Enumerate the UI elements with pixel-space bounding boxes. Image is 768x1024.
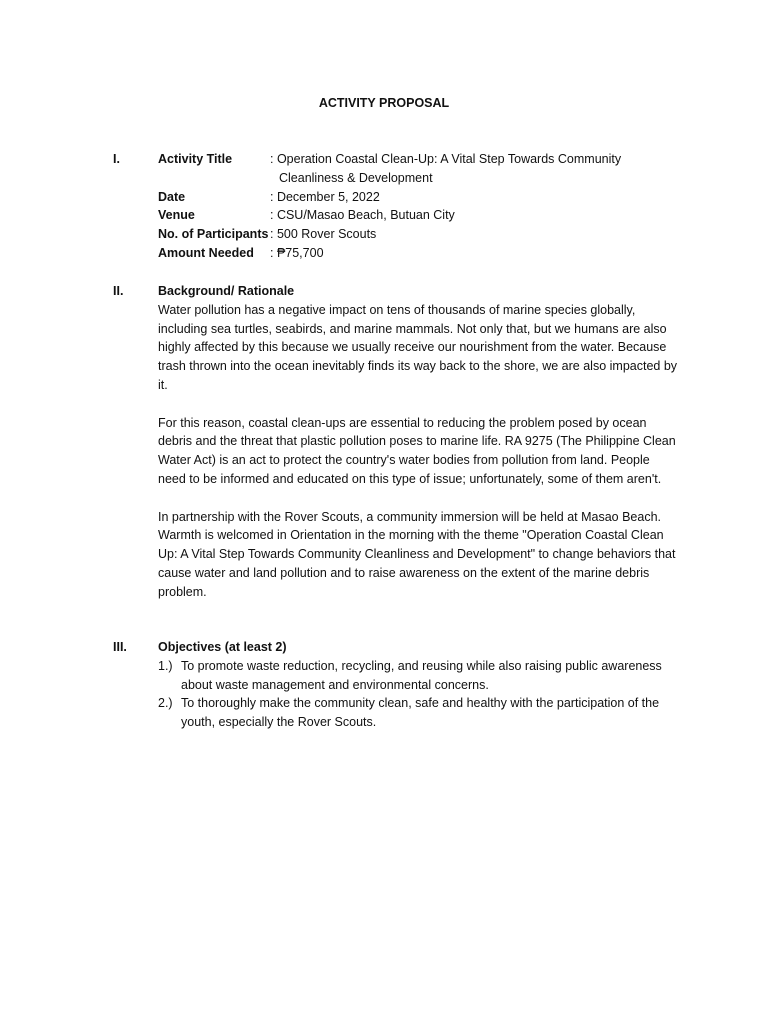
- list-item-text: To thoroughly make the community clean, safe and healthy with the participation of the youth, especially the Rover Scouts.: [181, 696, 660, 730]
- list-item-text: To promote waste reduction, recycling, and reusing while also raising public awareness about waste management and environmental concerns.: [181, 658, 662, 692]
- paragraph: Water pollution has a negative impact on tens of thousands of marine species globally, including sea turtles, seabirds, and marine mammals. Not only that, but we humans are also highly affected by this because we usually receive our nourishment from the water. Because trash thrown into the ocean inevitably finds its way back to the shore, we are also impacted by it.: [158, 302, 678, 392]
- detail-value: : 500 Rover Scouts: [270, 227, 377, 242]
- detail-value: [270, 150, 680, 188]
- section-numeral: II.: [113, 284, 124, 298]
- detail-value: : ₱75,700: [270, 245, 324, 260]
- detail-label: Date: [158, 189, 186, 204]
- document-title: ACTIVITY PROPOSAL: [318, 96, 450, 110]
- section-numeral: I.: [113, 152, 120, 166]
- paragraph: In partnership with the Rover Scouts, a community immersion will be held at Masao Beach. Warmth is welcomed in Orientation in the morning with the theme "Operation Coastal Clean Up: A Vital Step Towards Community Cleanliness and Development" to change behaviors that cause water and land pollution and to raise awareness on the extent of the marine debris problem.: [158, 509, 676, 599]
- detail-value-continuation: Cleanliness & Development: [279, 170, 433, 185]
- list-item-number: 1.): [158, 658, 173, 673]
- objectives-list: [158, 657, 680, 732]
- detail-label: Amount Needed: [158, 245, 254, 260]
- detail-row-date: [158, 188, 680, 207]
- list-item-number: 2.): [158, 696, 173, 711]
- detail-label: No. of Participants: [158, 227, 269, 242]
- detail-row-activity-title: [158, 150, 680, 188]
- detail-row-participants: [158, 225, 680, 244]
- paragraph: For this reason, coastal clean-ups are essential to reducing the problem posed by ocean debris and the threat that plastic pollution poses to marine life. RA 9275 (The Philippine Clean Water Act) is an act to protect the country's water bodies from pollution from land. People need to be informed and educated on this type of issue; unfortunately, some of them aren't.: [158, 415, 676, 486]
- section-numeral: III.: [113, 640, 127, 654]
- detail-label: Activity Title: [158, 152, 233, 166]
- section-heading: Objectives (at least 2): [158, 640, 287, 654]
- list-item: [158, 657, 680, 695]
- list-item: [158, 694, 680, 732]
- section-body: [158, 638, 680, 732]
- detail-value: : CSU/Masao Beach, Butuan City: [270, 208, 455, 223]
- section-heading: Background/ Rationale: [158, 284, 295, 298]
- detail-value-line: : Operation Coastal Clean-Up: A Vital Step Towards Community: [270, 152, 622, 166]
- detail-row-amount: [158, 244, 680, 263]
- detail-label: Venue: [158, 208, 195, 223]
- detail-value: : December 5, 2022: [270, 189, 380, 204]
- section-body: [158, 282, 680, 602]
- detail-row-venue: [158, 206, 680, 225]
- details-table: [158, 150, 680, 263]
